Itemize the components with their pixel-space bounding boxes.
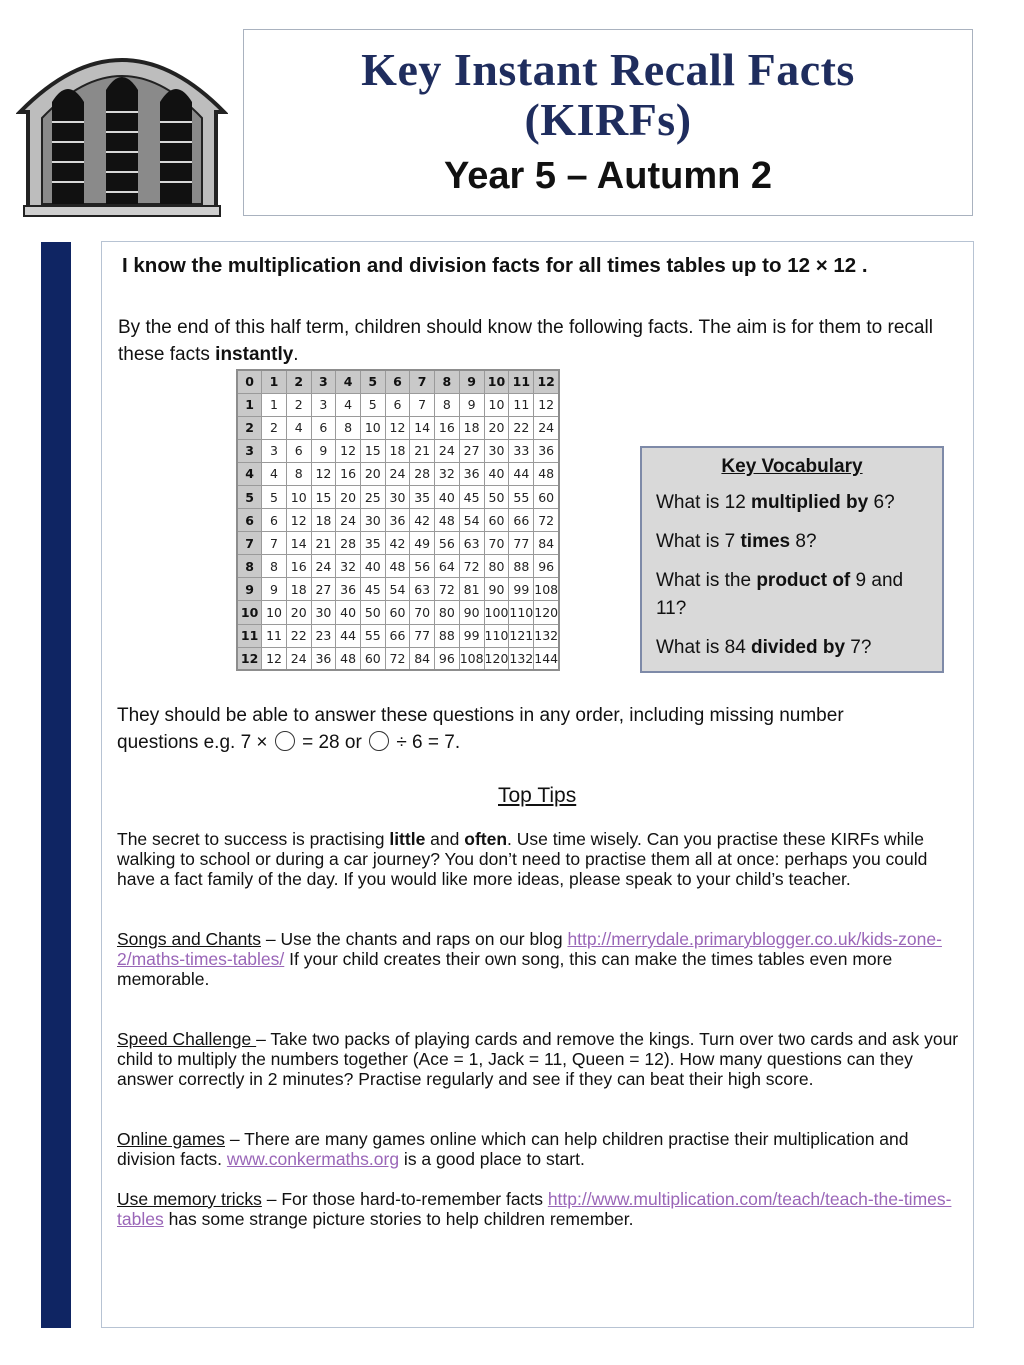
table-cell: 2	[262, 416, 287, 439]
learning-goal: I know the multiplication and division facts for all times tables up to 12 × 12 .	[122, 254, 868, 277]
table-cell: 20	[286, 601, 311, 624]
multiplication-link[interactable]: http://www.multiplication.com/teach/teach-the-times-tables	[117, 1189, 952, 1229]
table-cell: 16	[336, 462, 361, 485]
table-cell: 45	[459, 485, 484, 508]
table-cell: 30	[484, 439, 509, 462]
table-cell: 7	[237, 532, 262, 555]
table-cell: 49	[410, 532, 435, 555]
table-cell: 12	[262, 647, 287, 670]
table-cell: 4	[262, 462, 287, 485]
table-row	[237, 439, 559, 462]
table-cell: 24	[311, 555, 336, 578]
table-cell: 15	[360, 439, 385, 462]
table-cell: 40	[360, 555, 385, 578]
table-cell: 12	[336, 439, 361, 462]
table-cell: 56	[435, 532, 460, 555]
table-cell: 10	[286, 485, 311, 508]
table-cell: 24	[435, 439, 460, 462]
table-cell: 36	[311, 647, 336, 670]
table-cell: 0	[237, 370, 262, 393]
vocab-question-1: What is 12 multiplied by 6?	[656, 492, 895, 513]
conkermaths-link[interactable]: www.conkermaths.org	[226, 1149, 400, 1169]
blank-circle-icon	[369, 731, 389, 751]
table-cell: 6	[385, 393, 410, 416]
table-row	[237, 532, 559, 555]
table-cell: 24	[534, 416, 559, 439]
table-cell: 12	[534, 393, 559, 416]
table-cell: 28	[410, 462, 435, 485]
vocab-question-3: What is the product of 9 and 11?	[656, 570, 904, 619]
table-cell: 6	[262, 509, 287, 532]
table-cell: 40	[484, 462, 509, 485]
table-cell: 110	[509, 601, 534, 624]
table-cell: 88	[435, 624, 460, 647]
table-row	[237, 555, 559, 578]
table-cell: 27	[311, 578, 336, 601]
table-cell: 7	[262, 532, 287, 555]
table-cell: 24	[336, 509, 361, 532]
table-cell: 12	[237, 647, 262, 670]
side-bar	[41, 242, 71, 1328]
table-cell: 30	[311, 601, 336, 624]
table-cell: 27	[459, 439, 484, 462]
table-cell: 4	[286, 416, 311, 439]
title-line-1: Key Instant Recall Facts	[361, 44, 855, 95]
table-row	[237, 601, 559, 624]
table-cell: 66	[509, 509, 534, 532]
table-cell: 72	[534, 509, 559, 532]
table-cell: 45	[360, 578, 385, 601]
table-row	[237, 393, 559, 416]
table-header-row	[237, 370, 559, 393]
table-cell: 120	[534, 601, 559, 624]
table-cell: 60	[360, 647, 385, 670]
table-cell: 56	[410, 555, 435, 578]
table-cell: 36	[336, 578, 361, 601]
top-tips-heading: Top Tips	[498, 784, 577, 807]
table-cell: 12	[311, 462, 336, 485]
table-row	[237, 647, 559, 670]
table-cell: 35	[410, 485, 435, 508]
table-cell: 1	[262, 370, 287, 393]
table-cell: 8	[435, 393, 460, 416]
table-cell: 8	[237, 555, 262, 578]
table-row	[237, 485, 559, 508]
table-cell: 96	[435, 647, 460, 670]
table-cell: 20	[360, 462, 385, 485]
table-cell: 11	[262, 624, 287, 647]
blank-circle-icon	[275, 731, 295, 751]
table-cell: 9	[459, 370, 484, 393]
table-cell: 63	[459, 532, 484, 555]
table-cell: 22	[286, 624, 311, 647]
table-cell: 2	[286, 370, 311, 393]
table-cell: 25	[360, 485, 385, 508]
table-cell: 110	[484, 624, 509, 647]
table-row	[237, 578, 559, 601]
table-cell: 54	[385, 578, 410, 601]
table-cell: 21	[410, 439, 435, 462]
table-cell: 54	[459, 509, 484, 532]
table-cell: 8	[262, 555, 287, 578]
table-cell: 5	[360, 370, 385, 393]
intro-paragraph: By the end of this half term, children should know the following facts. The aim is for them to recall these facts instantly.	[118, 317, 933, 365]
missing-number-paragraph: They should be able to answer these questions in any order, including missing number questions e.g. 7 × = 28 or ÷ 6 = 7.	[117, 705, 844, 753]
table-cell: 4	[336, 393, 361, 416]
table-cell: 144	[534, 647, 559, 670]
table-cell: 20	[484, 416, 509, 439]
table-cell: 12	[385, 416, 410, 439]
table-cell: 60	[534, 485, 559, 508]
table-cell: 8	[286, 462, 311, 485]
table-cell: 132	[534, 624, 559, 647]
table-cell: 21	[311, 532, 336, 555]
table-cell: 132	[509, 647, 534, 670]
table-cell: 14	[410, 416, 435, 439]
table-cell: 7	[410, 370, 435, 393]
table-cell: 70	[484, 532, 509, 555]
table-cell: 96	[534, 555, 559, 578]
tip-secret: The secret to success is practising little and often. Use time wisely. Can you practise these KIRFs while walking to school or during a car journey? You don’t need to practise them all at once: perhaps you could have a fact family of the day. If you would like more ideas, please speak to your child’s teacher.	[117, 829, 928, 889]
table-cell: 48	[336, 647, 361, 670]
table-cell: 9	[459, 393, 484, 416]
table-cell: 121	[509, 624, 534, 647]
table-cell: 10	[484, 393, 509, 416]
table-cell: 20	[336, 485, 361, 508]
table-cell: 84	[534, 532, 559, 555]
table-cell: 12	[534, 370, 559, 393]
table-cell: 4	[336, 370, 361, 393]
table-cell: 1	[237, 393, 262, 416]
table-cell: 24	[385, 462, 410, 485]
table-row	[237, 624, 559, 647]
table-cell: 14	[286, 532, 311, 555]
table-cell: 28	[336, 532, 361, 555]
table-cell: 72	[459, 555, 484, 578]
table-row	[237, 462, 559, 485]
table-cell: 36	[534, 439, 559, 462]
table-cell: 42	[385, 532, 410, 555]
table-cell: 3	[311, 393, 336, 416]
table-cell: 23	[311, 624, 336, 647]
table-cell: 77	[410, 624, 435, 647]
table-cell: 40	[336, 601, 361, 624]
table-cell: 9	[237, 578, 262, 601]
table-cell: 12	[286, 509, 311, 532]
table-cell: 16	[435, 416, 460, 439]
tip-memory: Use memory tricks – For those hard-to-remember facts http://www.multiplication.com/teach/teach-the-times-tables has some strange picture stories to help children remember.	[117, 1189, 952, 1229]
table-cell: 15	[311, 485, 336, 508]
header-box	[243, 29, 973, 216]
table-cell: 30	[360, 509, 385, 532]
table-cell: 16	[286, 555, 311, 578]
tip-online: Online games – There are many games online which can help children practise their multiplication and division facts. www.conkermaths.org is a good place to start.	[117, 1129, 909, 1169]
vocabulary-title: Key Vocabulary	[721, 456, 863, 477]
table-cell: 70	[410, 601, 435, 624]
table-cell: 48	[435, 509, 460, 532]
page-title	[244, 45, 972, 145]
table-cell: 30	[385, 485, 410, 508]
table-cell: 99	[459, 624, 484, 647]
table-cell: 6	[237, 509, 262, 532]
table-cell: 40	[435, 485, 460, 508]
table-cell: 100	[484, 601, 509, 624]
table-cell: 48	[385, 555, 410, 578]
table-cell: 42	[410, 509, 435, 532]
table-cell: 32	[435, 462, 460, 485]
table-cell: 72	[435, 578, 460, 601]
table-cell: 3	[262, 439, 287, 462]
table-cell: 60	[385, 601, 410, 624]
table-cell: 18	[385, 439, 410, 462]
table-cell: 63	[410, 578, 435, 601]
table-cell: 2	[237, 416, 262, 439]
table-cell: 60	[484, 509, 509, 532]
table-cell: 108	[459, 647, 484, 670]
table-cell: 10	[360, 416, 385, 439]
vocab-question-4: What is 84 divided by 7?	[656, 637, 872, 658]
table-cell: 11	[509, 393, 534, 416]
table-cell: 7	[410, 393, 435, 416]
table-cell: 44	[336, 624, 361, 647]
table-cell: 36	[459, 462, 484, 485]
table-cell: 10	[262, 601, 287, 624]
table-cell: 8	[435, 370, 460, 393]
table-cell: 18	[311, 509, 336, 532]
page-subtitle: Year 5 – Autumn 2	[443, 155, 773, 197]
table-cell: 5	[237, 485, 262, 508]
table-cell: 55	[360, 624, 385, 647]
table-cell: 48	[534, 462, 559, 485]
table-cell: 35	[360, 532, 385, 555]
table-cell: 80	[435, 601, 460, 624]
tip-speed: Speed Challenge – Take two packs of playing cards and remove the kings. Turn over two cards and ask your child to multiply the numbers together (Ace = 1, Jack = 11, Queen = 12). How many questions can they answer correctly in 2 minutes? Practise regularly and see if they can beat their high score.	[117, 1029, 959, 1089]
table-cell: 5	[262, 485, 287, 508]
table-cell: 10	[237, 601, 262, 624]
table-cell: 10	[484, 370, 509, 393]
table-cell: 50	[360, 601, 385, 624]
table-cell: 36	[385, 509, 410, 532]
table-cell: 33	[509, 439, 534, 462]
table-cell: 2	[286, 393, 311, 416]
table-cell: 8	[336, 416, 361, 439]
table-cell: 72	[385, 647, 410, 670]
table-row	[237, 416, 559, 439]
table-cell: 77	[509, 532, 534, 555]
table-cell: 5	[360, 393, 385, 416]
table-cell: 44	[509, 462, 534, 485]
table-cell: 66	[385, 624, 410, 647]
table-cell: 3	[237, 439, 262, 462]
vocab-question-2: What is 7 times 8?	[656, 531, 817, 552]
table-cell: 3	[311, 370, 336, 393]
table-cell: 18	[459, 416, 484, 439]
table-cell: 120	[484, 647, 509, 670]
table-cell: 64	[435, 555, 460, 578]
tip-songs: Songs and Chants – Use the chants and raps on our blog http://merrydale.primaryblogger.co.uk/kids-zone-2/maths-times-tables/ If your child creates their own song, this can make the times tables even more memorable.	[117, 929, 942, 989]
table-cell: 108	[534, 578, 559, 601]
table-row	[237, 509, 559, 532]
table-cell: 99	[509, 578, 534, 601]
table-cell: 81	[459, 578, 484, 601]
table-cell: 55	[509, 485, 534, 508]
key-vocabulary-box	[640, 446, 944, 673]
title-line-2: (KIRFs)	[524, 94, 692, 145]
table-cell: 90	[484, 578, 509, 601]
table-cell: 9	[311, 439, 336, 462]
blog-link[interactable]: http://merrydale.primaryblogger.co.uk/kids-zone-2/maths-times-tables/	[117, 929, 942, 969]
times-table-grid	[236, 369, 560, 671]
table-cell: 18	[286, 578, 311, 601]
table-cell: 90	[459, 601, 484, 624]
table-cell: 1	[262, 393, 287, 416]
table-cell: 4	[237, 462, 262, 485]
table-cell: 6	[311, 416, 336, 439]
school-logo	[16, 24, 228, 220]
table-cell: 22	[509, 416, 534, 439]
table-cell: 9	[262, 578, 287, 601]
table-cell: 11	[509, 370, 534, 393]
table-cell: 84	[410, 647, 435, 670]
table-cell: 24	[286, 647, 311, 670]
table-cell: 11	[237, 624, 262, 647]
main-content	[101, 241, 974, 1328]
table-cell: 50	[484, 485, 509, 508]
table-cell: 6	[385, 370, 410, 393]
table-cell: 32	[336, 555, 361, 578]
table-cell: 80	[484, 555, 509, 578]
table-cell: 6	[286, 439, 311, 462]
table-cell: 88	[509, 555, 534, 578]
